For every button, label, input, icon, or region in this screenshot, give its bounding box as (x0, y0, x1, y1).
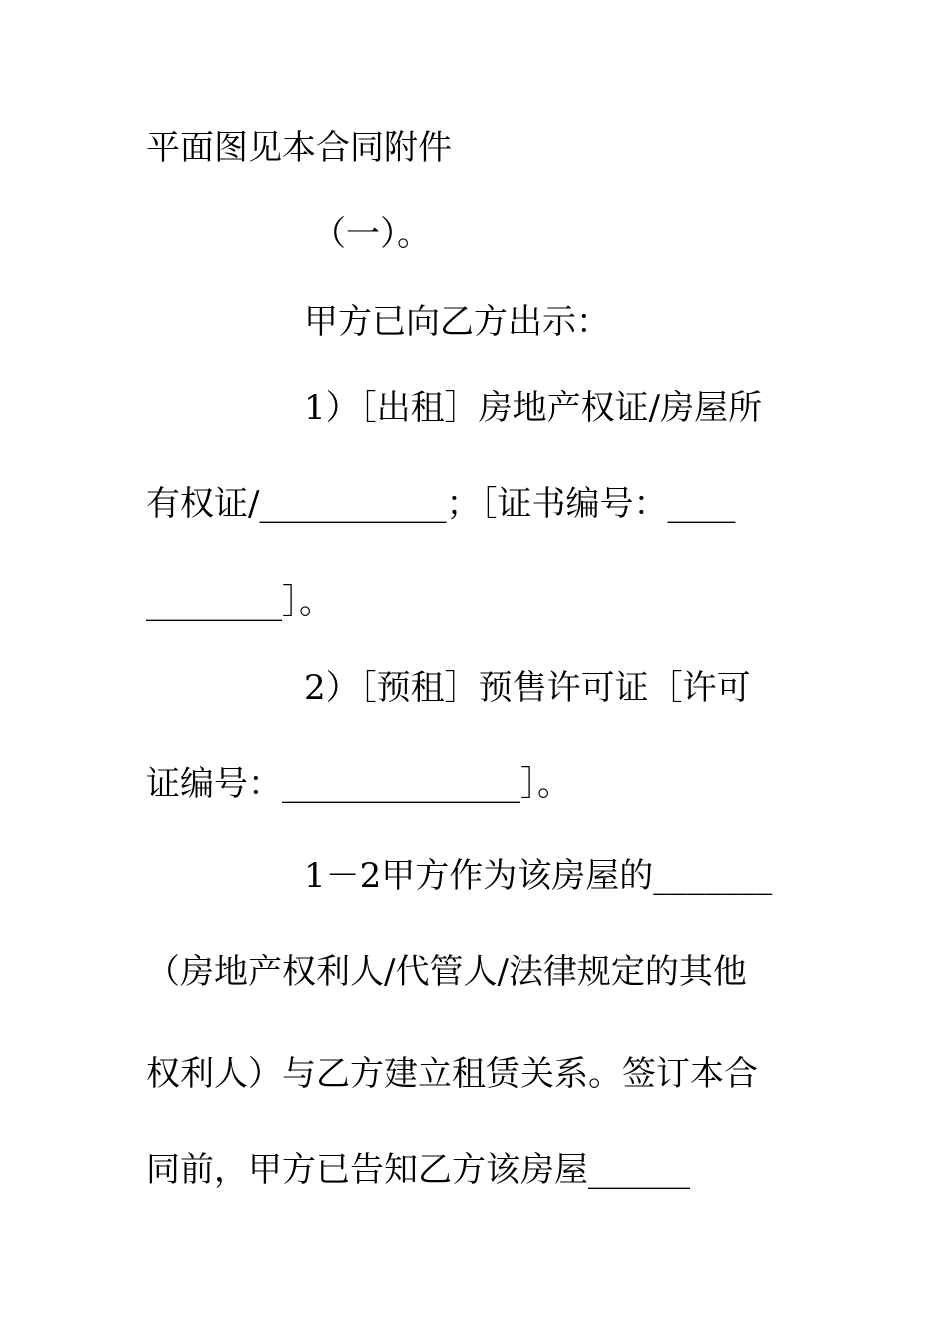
text-line-8: 证编号：______________］。 (146, 764, 571, 804)
text-line-12: 同前，甲方已告知乙方该房屋______ (146, 1150, 690, 1190)
text-line-2: （一）。 (312, 214, 431, 254)
text-line-7: 2）［预租］预售许可证［许可 (304, 668, 751, 708)
text-line-9: 1－2甲方作为该房屋的_______ (304, 856, 773, 896)
text-line-1: 平面图见本合同附件 (146, 128, 452, 168)
text-line-3: 甲方已向乙方出示： (304, 302, 610, 342)
text-line-4: 1）［出租］房地产权证/房屋所 (304, 388, 763, 428)
text-line-5: 有权证/___________；［证书编号：____ (146, 484, 736, 524)
text-line-6: ________］。 (146, 582, 333, 622)
text-line-10: （房地产权利人/代管人/法律规定的其他 (146, 952, 747, 992)
text-line-11: 权利人）与乙方建立租赁关系。签订本合 (146, 1054, 758, 1094)
